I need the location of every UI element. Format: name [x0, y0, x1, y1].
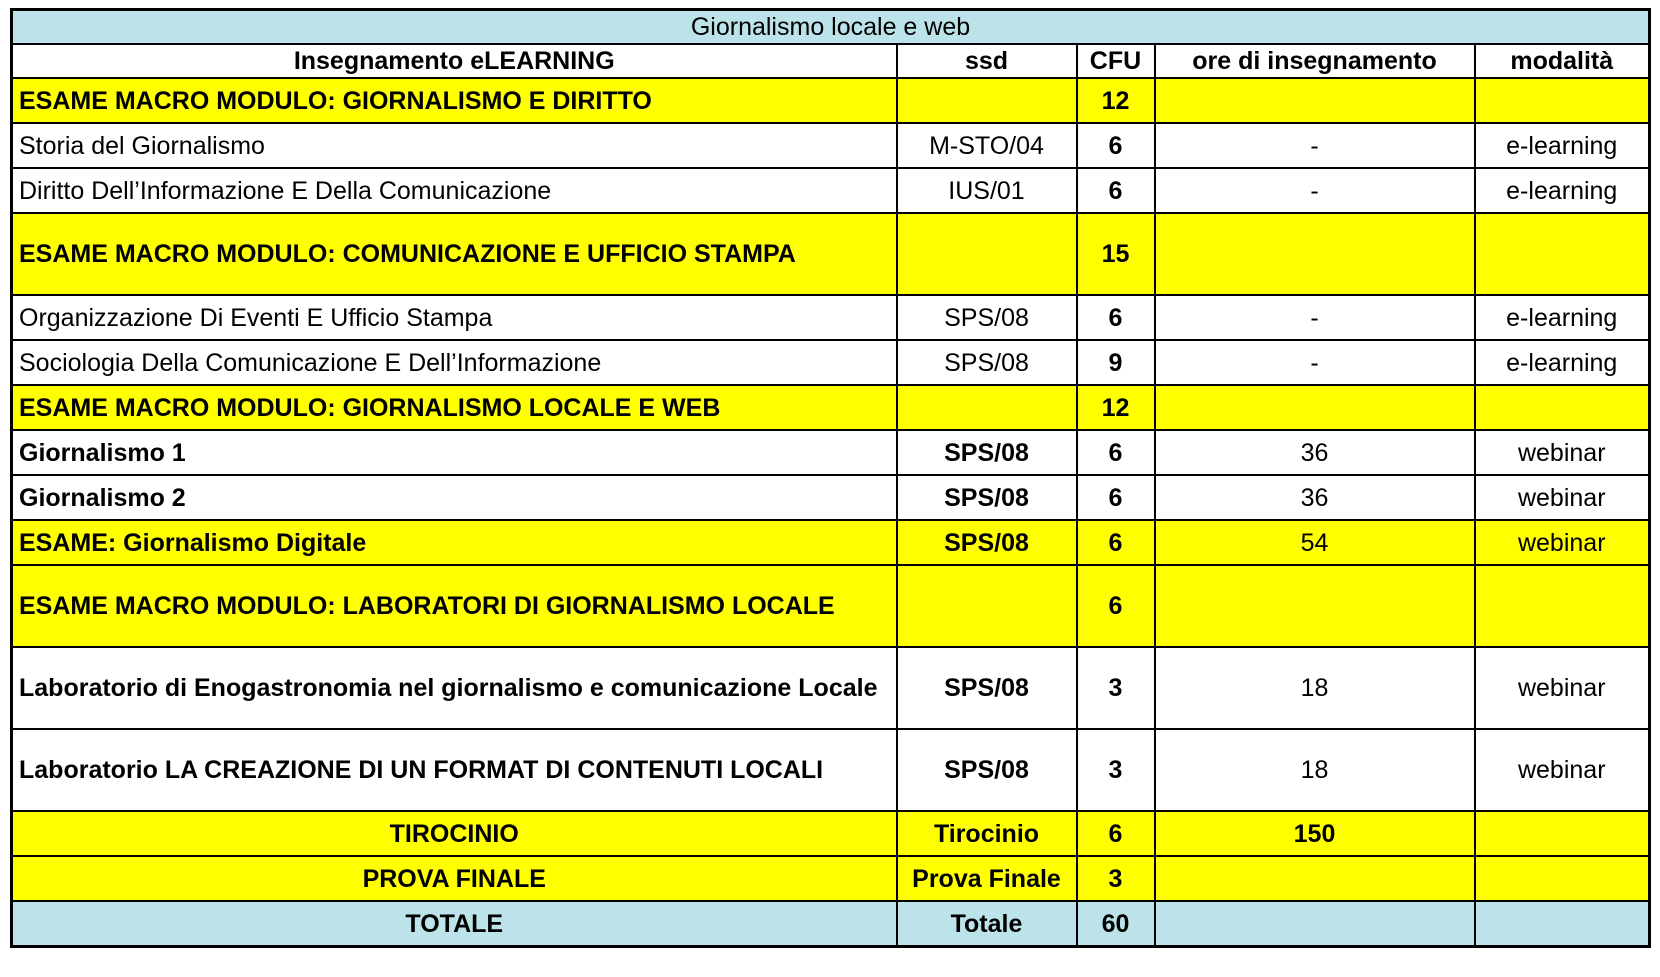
table-row: [12, 475, 1650, 520]
cell-ore: [1155, 385, 1475, 430]
cell-ore: 18: [1155, 647, 1475, 729]
cell-cfu: 15: [1077, 213, 1155, 295]
cell-ore: -: [1155, 295, 1475, 340]
cell-ssd: SPS/08: [897, 475, 1077, 520]
table-row: [12, 565, 1650, 647]
table-row: [12, 856, 1650, 901]
cell-modalita: e-learning: [1475, 168, 1650, 213]
cell-ore: 150: [1155, 811, 1475, 856]
cell-ssd: Totale: [897, 901, 1077, 947]
cell-modalita: e-learning: [1475, 340, 1650, 385]
cell-insegnamento: Storia del Giornalismo: [12, 123, 897, 168]
cell-ore: [1155, 901, 1475, 947]
table-row: [12, 520, 1650, 565]
cell-modalita: [1475, 565, 1650, 647]
cell-modalita: [1475, 811, 1650, 856]
cell-ore: 54: [1155, 520, 1475, 565]
cell-ssd: M-STO/04: [897, 123, 1077, 168]
table-row: [12, 385, 1650, 430]
table-row: [12, 213, 1650, 295]
cell-insegnamento: Diritto Dell’Informazione E Della Comunicazione: [12, 168, 897, 213]
cell-modalita: [1475, 78, 1650, 123]
cell-insegnamento: TOTALE: [12, 901, 897, 947]
table-row: [12, 901, 1650, 947]
column-header-ore: ore di insegnamento: [1155, 44, 1475, 78]
table-row: [12, 78, 1650, 123]
cell-cfu: 6: [1077, 123, 1155, 168]
cell-cfu: 6: [1077, 811, 1155, 856]
cell-insegnamento: TIROCINIO: [12, 811, 897, 856]
table-row: [12, 123, 1650, 168]
table-row: [12, 340, 1650, 385]
column-header-modalita: modalità: [1475, 44, 1650, 78]
cell-insegnamento: ESAME MACRO MODULO: LABORATORI DI GIORNALISMO LOCALE: [12, 565, 897, 647]
cell-ore: 36: [1155, 475, 1475, 520]
cell-insegnamento: Laboratorio LA CREAZIONE DI UN FORMAT DI CONTENUTI LOCALI: [12, 729, 897, 811]
cell-ssd: [897, 385, 1077, 430]
cell-cfu: 3: [1077, 856, 1155, 901]
cell-ore: 36: [1155, 430, 1475, 475]
cell-insegnamento: Organizzazione Di Eventi E Ufficio Stampa: [12, 295, 897, 340]
cell-ore: -: [1155, 340, 1475, 385]
cell-insegnamento: ESAME MACRO MODULO: GIORNALISMO LOCALE E WEB: [12, 385, 897, 430]
cell-ssd: SPS/08: [897, 430, 1077, 475]
cell-insegnamento: PROVA FINALE: [12, 856, 897, 901]
cell-ssd: SPS/08: [897, 340, 1077, 385]
cell-modalita: e-learning: [1475, 123, 1650, 168]
cell-modalita: webinar: [1475, 647, 1650, 729]
cell-cfu: 9: [1077, 340, 1155, 385]
cell-cfu: 60: [1077, 901, 1155, 947]
title-row: [12, 10, 1650, 45]
cell-modalita: [1475, 213, 1650, 295]
cell-ssd: Tirocinio: [897, 811, 1077, 856]
cell-modalita: [1475, 385, 1650, 430]
cell-modalita: webinar: [1475, 729, 1650, 811]
cell-ssd: SPS/08: [897, 295, 1077, 340]
cell-ore: [1155, 856, 1475, 901]
cell-ssd: SPS/08: [897, 647, 1077, 729]
column-header-ssd: ssd: [897, 44, 1077, 78]
cell-ssd: SPS/08: [897, 729, 1077, 811]
cell-insegnamento: Giornalismo 1: [12, 430, 897, 475]
table-row: [12, 430, 1650, 475]
cell-modalita: [1475, 856, 1650, 901]
cell-ssd: [897, 78, 1077, 123]
table-row: [12, 811, 1650, 856]
table-row: [12, 647, 1650, 729]
cell-cfu: 3: [1077, 729, 1155, 811]
cell-ore: 18: [1155, 729, 1475, 811]
cell-insegnamento: ESAME: Giornalismo Digitale: [12, 520, 897, 565]
course-plan-table: [10, 8, 1651, 948]
cell-cfu: 6: [1077, 565, 1155, 647]
table-row: [12, 729, 1650, 811]
cell-cfu: 6: [1077, 295, 1155, 340]
column-header-cfu: CFU: [1077, 44, 1155, 78]
cell-insegnamento: ESAME MACRO MODULO: COMUNICAZIONE E UFFICIO STAMPA: [12, 213, 897, 295]
cell-cfu: 12: [1077, 385, 1155, 430]
cell-ore: -: [1155, 123, 1475, 168]
cell-ssd: [897, 565, 1077, 647]
cell-ssd: SPS/08: [897, 520, 1077, 565]
cell-cfu: 3: [1077, 647, 1155, 729]
cell-cfu: 6: [1077, 520, 1155, 565]
table-row: [12, 295, 1650, 340]
cell-ssd: IUS/01: [897, 168, 1077, 213]
cell-modalita: webinar: [1475, 430, 1650, 475]
cell-modalita: e-learning: [1475, 295, 1650, 340]
cell-insegnamento: Giornalismo 2: [12, 475, 897, 520]
table-row: [12, 168, 1650, 213]
cell-cfu: 12: [1077, 78, 1155, 123]
cell-ore: -: [1155, 168, 1475, 213]
table-body: [12, 10, 1650, 947]
table-header-row: [12, 44, 1650, 78]
cell-ssd: Prova Finale: [897, 856, 1077, 901]
cell-cfu: 6: [1077, 430, 1155, 475]
cell-cfu: 6: [1077, 475, 1155, 520]
cell-insegnamento: Sociologia Della Comunicazione E Dell’Informazione: [12, 340, 897, 385]
cell-modalita: [1475, 901, 1650, 947]
column-header-insegnamento: Insegnamento eLEARNING: [12, 44, 897, 78]
page-title: Giornalismo locale e web: [12, 10, 1650, 45]
cell-ssd: [897, 213, 1077, 295]
cell-modalita: webinar: [1475, 520, 1650, 565]
cell-ore: [1155, 565, 1475, 647]
cell-cfu: 6: [1077, 168, 1155, 213]
cell-insegnamento: ESAME MACRO MODULO: GIORNALISMO E DIRITTO: [12, 78, 897, 123]
cell-ore: [1155, 213, 1475, 295]
cell-insegnamento: Laboratorio di Enogastronomia nel giornalismo e comunicazione Locale: [12, 647, 897, 729]
cell-ore: [1155, 78, 1475, 123]
cell-modalita: webinar: [1475, 475, 1650, 520]
